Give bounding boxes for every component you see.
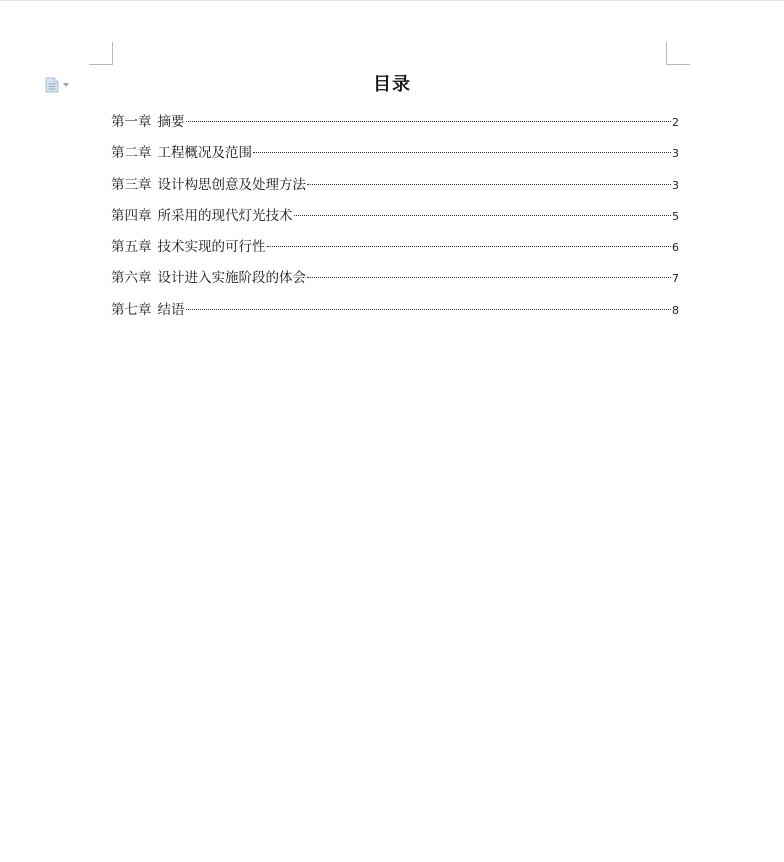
toc-entry-title: 设计进入实施阶段的体会 xyxy=(157,270,306,287)
toc-dot-leader xyxy=(186,121,672,122)
toc-dot-leader xyxy=(307,184,671,185)
toc-entry-title: 所采用的现代灯光技术 xyxy=(157,207,293,224)
toc-title: 目录 xyxy=(373,74,411,95)
toc-chapter-number: 第二章 xyxy=(111,145,152,162)
toc-entry[interactable] xyxy=(111,111,679,142)
toc-chapter-number: 第四章 xyxy=(111,207,152,224)
toc-list xyxy=(111,111,679,330)
toc-dot-leader xyxy=(267,246,672,247)
toc-dot-leader xyxy=(186,309,672,310)
toc-entry-title: 工程概况及范围 xyxy=(157,145,252,162)
toc-entry[interactable] xyxy=(111,236,679,267)
toc-entry[interactable] xyxy=(111,142,679,173)
toc-chapter-number: 第三章 xyxy=(111,176,152,193)
toc-page-number: 2 xyxy=(672,116,679,129)
toc-chapter-number: 第一章 xyxy=(111,114,152,130)
toc-page-number: 5 xyxy=(672,209,679,223)
toc-dot-leader xyxy=(253,152,671,153)
toc-page-number: 3 xyxy=(672,147,679,161)
toc-entry-title: 技术实现的可行性 xyxy=(157,239,266,256)
toc-chapter-number: 第五章 xyxy=(111,239,152,256)
crop-mark-top-right xyxy=(666,42,690,65)
toc-entry[interactable] xyxy=(111,267,679,298)
toc-entry[interactable] xyxy=(111,299,679,330)
toc-entry-title: 摘要 xyxy=(157,114,185,130)
toc-page-number: 7 xyxy=(672,272,679,286)
toc-entry-title: 设计构思创意及处理方法 xyxy=(157,176,306,193)
crop-mark-top-left xyxy=(89,42,113,65)
toc-dot-leader xyxy=(294,215,672,216)
toc-entry-title: 结语 xyxy=(157,301,185,318)
toc-page-number: 6 xyxy=(672,241,679,255)
toc-page-number: 3 xyxy=(672,178,679,192)
toc-entry[interactable] xyxy=(111,174,679,205)
toc-entry[interactable] xyxy=(111,205,679,236)
toc-chapter-number: 第七章 xyxy=(111,301,152,318)
toc-page-number: 8 xyxy=(672,303,679,317)
toc-chapter-number: 第六章 xyxy=(111,270,152,287)
toc-dot-leader xyxy=(307,277,671,278)
